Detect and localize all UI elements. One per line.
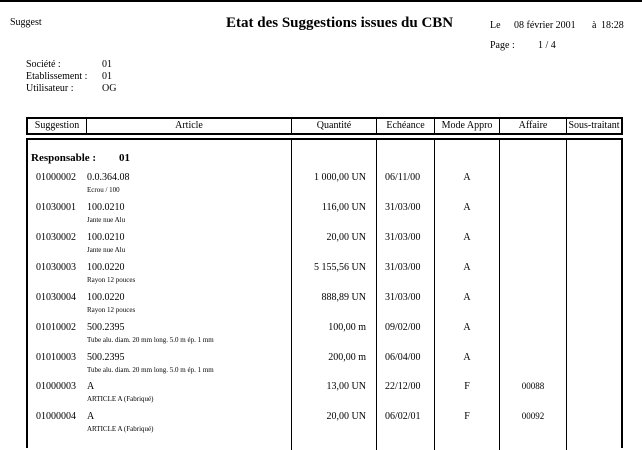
page-number: 1 / 4: [538, 40, 556, 51]
col-echeance: Echéance: [386, 120, 425, 131]
etablissement-value: 01: [102, 71, 112, 82]
echeance-cell: 06/04/00: [385, 352, 421, 363]
mode-appro-cell: A: [463, 172, 471, 183]
mode-appro-cell: A: [463, 202, 471, 213]
page-label: Page :: [490, 40, 515, 51]
echeance-cell: 06/11/00: [385, 172, 421, 183]
suggestion-cell: 01010002: [36, 322, 76, 333]
col-article: Article: [175, 120, 203, 131]
quantite-cell: 100,00 m: [328, 322, 366, 333]
affaire-cell: 00092: [521, 411, 545, 421]
article-cell: 100.0210: [87, 202, 125, 213]
mode-appro-cell: A: [463, 352, 471, 363]
utilisateur-label: Utilisateur :: [26, 83, 74, 94]
etablissement-label: Etablissement :: [26, 71, 88, 82]
description-cell: ARTICLE A (Fabriqué): [87, 395, 154, 403]
time-prefix: à: [592, 20, 597, 31]
suggestion-cell: 01030002: [36, 232, 76, 243]
echeance-cell: 31/03/00: [385, 292, 421, 303]
report-date: 08 février 2001: [514, 20, 576, 31]
description-cell: Jante nue Alu: [87, 246, 126, 254]
societe-value: 01: [102, 59, 112, 70]
echeance-cell: 31/03/00: [385, 202, 421, 213]
mode-appro-cell: A: [463, 262, 471, 273]
utilisateur-value: OG: [102, 83, 117, 94]
col-mode-appro: Mode Appro: [441, 120, 493, 131]
quantite-cell: 20,00 UN: [326, 232, 366, 243]
suggestion-cell: 01030003: [36, 262, 76, 273]
mode-appro-cell: F: [464, 381, 470, 392]
mode-appro-cell: A: [463, 292, 471, 303]
quantite-cell: 5 155,56 UN: [314, 262, 366, 273]
date-prefix: Le: [490, 20, 501, 31]
echeance-cell: 31/03/00: [385, 232, 421, 243]
quantite-cell: 116,00 UN: [321, 202, 366, 213]
col-sous-traitant: Sous-traitant: [568, 120, 620, 131]
description-cell: Tube alu. diam. 20 mm long. 5.0 m ép. 1 mm: [87, 366, 214, 374]
article-cell: 100.0210: [87, 232, 125, 243]
report-title: Etat des Suggestions issues du CBN: [226, 15, 454, 31]
article-cell: 500.2395: [87, 322, 125, 333]
quantite-cell: 888,89 UN: [321, 292, 366, 303]
table-header: [26, 117, 623, 135]
echeance-cell: 06/02/01: [385, 411, 421, 422]
article-cell: A: [87, 411, 95, 422]
article-cell: 0.0.364.08: [87, 172, 130, 183]
app-name: Suggest: [10, 17, 42, 28]
suggestion-cell: 01030001: [36, 202, 76, 213]
col-suggestion: Suggestion: [34, 120, 80, 131]
quantite-cell: 200,00 m: [328, 352, 366, 363]
col-quantite: Quantité: [316, 120, 352, 131]
societe-label: Société :: [26, 59, 61, 70]
col-affaire: Affaire: [518, 120, 548, 131]
echeance-cell: 09/02/00: [385, 322, 421, 333]
mode-appro-cell: A: [463, 322, 471, 333]
description-cell: Jante nue Alu: [87, 216, 126, 224]
echeance-cell: 31/03/00: [385, 262, 421, 273]
description-cell: Rayon 12 pouces: [87, 306, 136, 314]
suggestion-cell: 01000003: [36, 381, 76, 392]
description-cell: Tube alu. diam. 20 mm long. 5.0 m ép. 1 mm: [87, 336, 214, 344]
description-cell: ARTICLE A (Fabriqué): [87, 425, 154, 433]
article-cell: 100.0220: [87, 292, 125, 303]
echeance-cell: 22/12/00: [385, 381, 421, 392]
quantite-cell: 1 000,00 UN: [314, 172, 366, 183]
description-cell: Ecrou / 100: [87, 186, 120, 194]
responsable-label: Responsable :: [31, 152, 97, 164]
suggestion-cell: 01000002: [36, 172, 76, 183]
affaire-cell: 00088: [521, 381, 545, 391]
suggestion-cell: 01030004: [36, 292, 76, 303]
report-time: 18:28: [601, 20, 624, 31]
article-cell: A: [87, 381, 95, 392]
mode-appro-cell: A: [463, 232, 471, 243]
quantite-cell: 13,00 UN: [326, 381, 366, 392]
suggestion-cell: 01010003: [36, 352, 76, 363]
article-cell: 500.2395: [87, 352, 125, 363]
table-body: [26, 138, 623, 448]
top-rule: [0, 0, 642, 2]
responsable-value: 01: [119, 152, 130, 164]
article-cell: 100.0220: [87, 262, 125, 273]
description-cell: Rayon 12 pouces: [87, 276, 136, 284]
quantite-cell: 20,00 UN: [326, 411, 366, 422]
mode-appro-cell: F: [464, 411, 470, 422]
suggestion-cell: 01000004: [36, 411, 76, 422]
